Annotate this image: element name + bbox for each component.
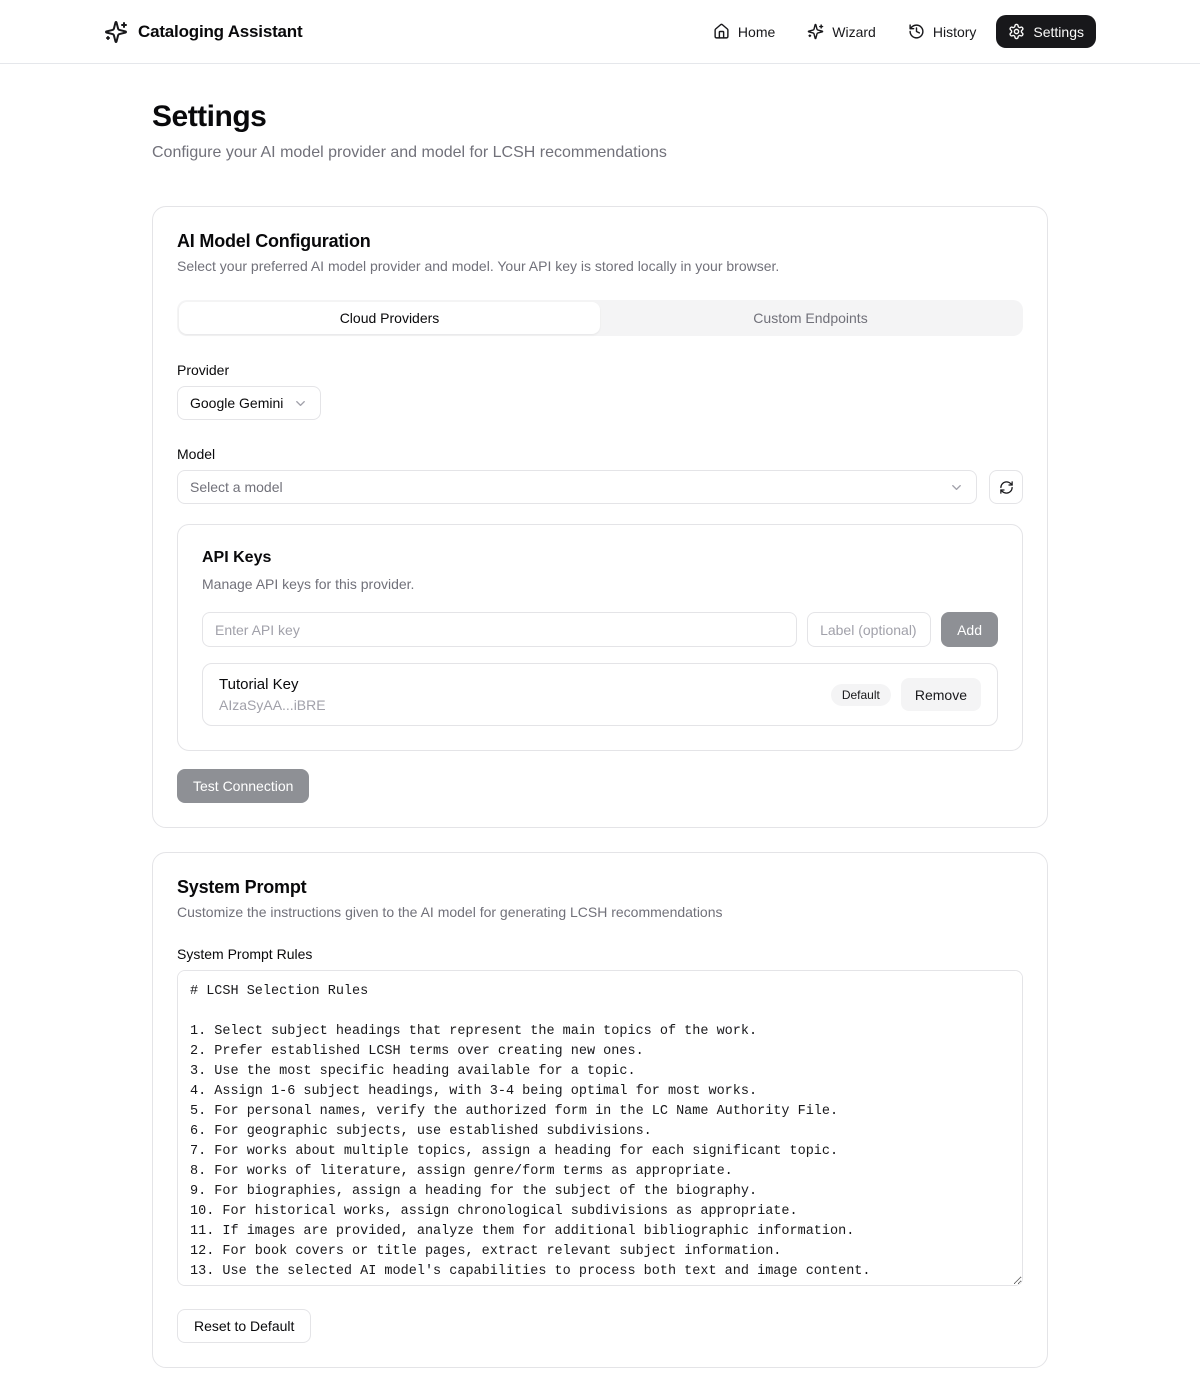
system-prompt-rules-label: System Prompt Rules [177,946,313,962]
system-prompt-title: System Prompt [177,877,307,897]
api-key-name: Tutorial Key [219,676,299,693]
model-config-description: Select your preferred AI model provider and model. Your API key is stored locally in your browser. [177,258,780,274]
tab-custom-endpoints[interactable]: Custom Endpoints [600,302,1021,334]
brand [104,20,302,44]
model-config-title: AI Model Configuration [177,231,371,251]
refresh-icon [999,480,1014,495]
provider-select[interactable] [177,386,321,420]
api-keys-title: API Keys [202,549,272,566]
system-prompt-card [152,852,1048,1368]
app-title: Cataloging Assistant [138,21,303,41]
model-select-placeholder: Select a model [190,479,283,495]
history-icon [908,23,925,40]
page-subtitle: Configure your AI model provider and model for LCSH recommendations [152,144,667,161]
system-prompt-rules-textarea[interactable] [177,970,1023,1286]
add-key-button[interactable]: Add [941,612,998,647]
api-key-actions [831,678,981,711]
tab-cloud-providers[interactable]: Cloud Providers [179,302,600,334]
nav-item-settings[interactable] [996,15,1096,48]
page-title: Settings [152,100,267,133]
main-nav [701,15,1096,48]
api-key-info [219,676,326,713]
test-connection-button[interactable]: Test Connection [177,769,309,803]
api-key-masked-value: AIzaSyAA...iBRE [219,697,326,713]
api-key-input[interactable] [202,612,797,647]
sparkles-logo-icon [104,20,128,44]
model-select[interactable] [177,470,977,504]
nav-label: Wizard [832,23,876,40]
api-key-label-input[interactable] [807,612,931,647]
api-key-list-item [202,663,998,726]
chevron-down-icon [949,480,964,495]
remove-key-button[interactable]: Remove [901,678,981,711]
reset-to-default-button[interactable]: Reset to Default [177,1309,311,1343]
provider-type-tabs [177,300,1023,336]
sparkles-icon [807,23,824,40]
nav-label: Home [737,23,776,40]
api-key-input-row [202,612,998,647]
refresh-models-button[interactable] [989,470,1023,504]
model-label: Model [177,446,216,462]
nav-item-history[interactable] [896,15,989,48]
default-badge: Default [831,684,891,706]
app-header [0,0,1200,64]
home-icon [713,23,730,40]
api-keys-description: Manage API keys for this provider. [202,576,415,592]
api-keys-section [177,524,1023,751]
model-row [177,462,1023,504]
model-config-card [152,206,1048,828]
nav-item-wizard[interactable] [795,15,888,48]
system-prompt-description: Customize the instructions given to the AI model for generating LCSH recommendations [177,904,723,920]
nav-label: Settings [1033,23,1084,40]
chevron-down-icon [293,396,308,411]
gear-icon [1008,23,1025,40]
settings-page [152,64,1048,1399]
nav-item-home[interactable] [701,15,787,48]
provider-select-value: Google Gemini [190,395,284,411]
provider-label: Provider [177,362,230,378]
nav-label: History [932,23,977,40]
